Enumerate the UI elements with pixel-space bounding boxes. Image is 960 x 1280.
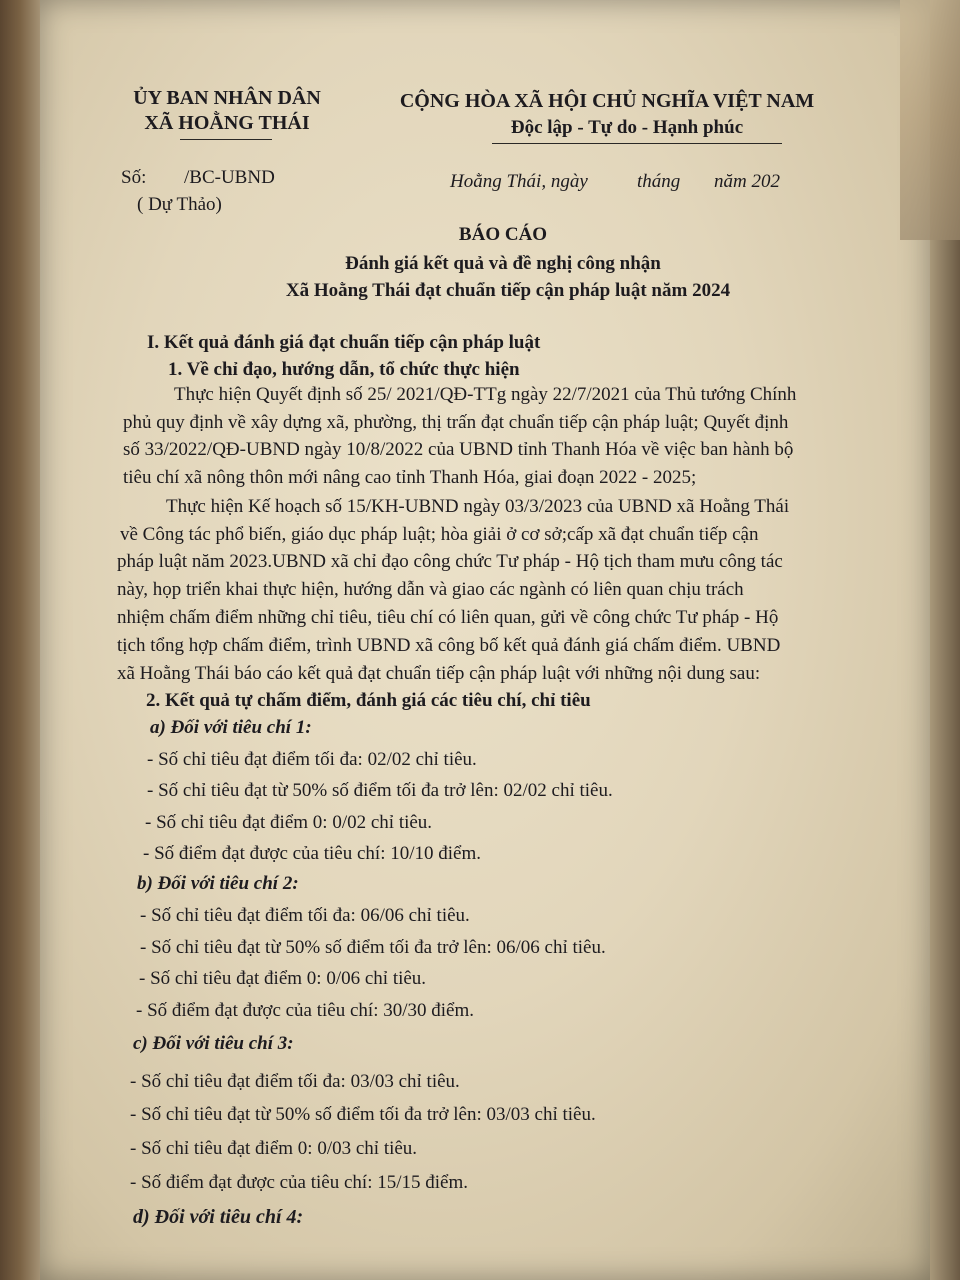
background-object: [900, 0, 960, 240]
paragraph-line: Thực hiện Kế hoạch số 15/KH-UBND ngày 03/3/2023 của UBND xã Hoằng Thái: [166, 496, 790, 517]
criterion-item: - Số điểm đạt được của tiêu chí: 15/15 điểm.: [130, 1172, 468, 1193]
nation-motto: Độc lập - Tự do - Hạnh phúc: [510, 117, 744, 138]
report-title: BÁO CÁO: [458, 224, 548, 245]
criterion-item: - Số chỉ tiêu đạt điểm 0: 0/03 chỉ tiêu.: [130, 1138, 418, 1159]
paragraph-line: Thực hiện Quyết định số 25/ 2021/QĐ-TTg ngày 22/7/2021 của Thủ tướng Chính: [174, 384, 797, 405]
criterion-item: - Số chỉ tiêu đạt điểm tối đa: 06/06 chỉ tiêu.: [140, 905, 470, 926]
criterion-item: - Số điểm đạt được của tiêu chí: 30/30 điểm.: [136, 1000, 474, 1021]
org-underline: [180, 139, 272, 140]
report-subtitle-2: Xã Hoằng Thái đạt chuẩn tiếp cận pháp luật năm 2024: [285, 280, 731, 301]
criterion-item: - Số chỉ tiêu đạt từ 50% số điểm tối đa trở lên: 03/03 chỉ tiêu.: [130, 1104, 596, 1125]
paragraph-line: số 33/2022/QĐ-UBND ngày 10/8/2022 của UBND tỉnh Thanh Hóa về việc ban hành bộ: [123, 439, 794, 460]
section-2-heading: 2. Kết quả tự chấm điểm, đánh giá các tiêu chí, chỉ tiêu: [146, 690, 591, 711]
criterion-label-3: c) Đối với tiêu chí 3:: [133, 1033, 294, 1054]
doc-number-code: /BC-UBND: [184, 167, 275, 188]
draft-note: ( Dự Thảo): [137, 194, 222, 215]
criterion-item: - Số chỉ tiêu đạt điểm tối đa: 03/03 chỉ tiêu.: [130, 1071, 460, 1092]
section-1-heading: I. Kết quả đánh giá đạt chuẩn tiếp cận pháp luật: [147, 332, 541, 353]
date-year: năm 202: [714, 171, 780, 192]
paragraph-line: nhiệm chấm điểm những chỉ tiêu, tiêu chí có liên quan, gửi về công chức Tư pháp - Hộ: [117, 607, 779, 628]
section-1-subheading: 1. Về chỉ đạo, hướng dẫn, tổ chức thực hiện: [168, 359, 520, 380]
criterion-item: - Số điểm đạt được của tiêu chí: 10/10 điểm.: [143, 843, 481, 864]
criterion-item: - Số chỉ tiêu đạt từ 50% số điểm tối đa trở lên: 06/06 chỉ tiêu.: [140, 937, 606, 958]
paragraph-line: tiêu chí xã nông thôn mới nâng cao tỉnh Thanh Hóa, giai đoạn 2022 - 2025;: [123, 467, 697, 488]
date-month: tháng: [637, 171, 681, 192]
criterion-item: - Số chỉ tiêu đạt điểm 0: 0/06 chỉ tiêu.: [139, 968, 427, 989]
criterion-label-2: b) Đối với tiêu chí 2:: [137, 873, 299, 894]
paragraph-line: phủ quy định về xây dựng xã, phường, thị trấn đạt chuẩn tiếp cận pháp luật; Quyết định: [123, 412, 789, 433]
criterion-item: - Số chỉ tiêu đạt điểm tối đa: 02/02 chỉ tiêu.: [147, 749, 477, 770]
criterion-label-1: a) Đối với tiêu chí 1:: [150, 717, 312, 738]
nation-title: CỘNG HÒA XÃ HỘI CHỦ NGHĨA VIỆT NAM: [399, 90, 815, 112]
criterion-item: - Số chỉ tiêu đạt từ 50% số điểm tối đa trở lên: 02/02 chỉ tiêu.: [147, 780, 613, 801]
criterion-label-4: d) Đối với tiêu chí 4:: [133, 1206, 304, 1228]
date-place: Hoằng Thái, ngày: [450, 171, 588, 192]
criterion-item: - Số chỉ tiêu đạt điểm 0: 0/02 chỉ tiêu.: [145, 812, 433, 833]
paragraph-line: tịch tổng hợp chấm điểm, trình UBND xã công bố kết quả đánh giá chấm điểm. UBND: [117, 635, 781, 656]
doc-number-label: Số:: [121, 167, 147, 188]
paragraph-line: xã Hoằng Thái báo cáo kết quả đạt chuẩn tiếp cận pháp luật với những nội dung sau:: [117, 663, 761, 684]
paragraph-line: về Công tác phổ biến, giáo dục pháp luật; hòa giải ở cơ sở;cấp xã đạt chuẩn tiếp cận: [120, 524, 759, 545]
org-name-line1: ỦY BAN NHÂN DÂN: [133, 87, 321, 109]
org-name-line2: XÃ HOẰNG THÁI: [144, 112, 310, 134]
motto-underline: [492, 143, 782, 144]
paragraph-line: pháp luật năm 2023.UBND xã chỉ đạo công chức Tư pháp - Hộ tịch tham mưu công tác: [117, 551, 783, 572]
report-subtitle-1: Đánh giá kết quả và đề nghị công nhận: [345, 253, 661, 274]
paragraph-line: này, họp triển khai thực hiện, hướng dẫn và giao các ngành có liên quan chịu trách: [117, 579, 744, 600]
